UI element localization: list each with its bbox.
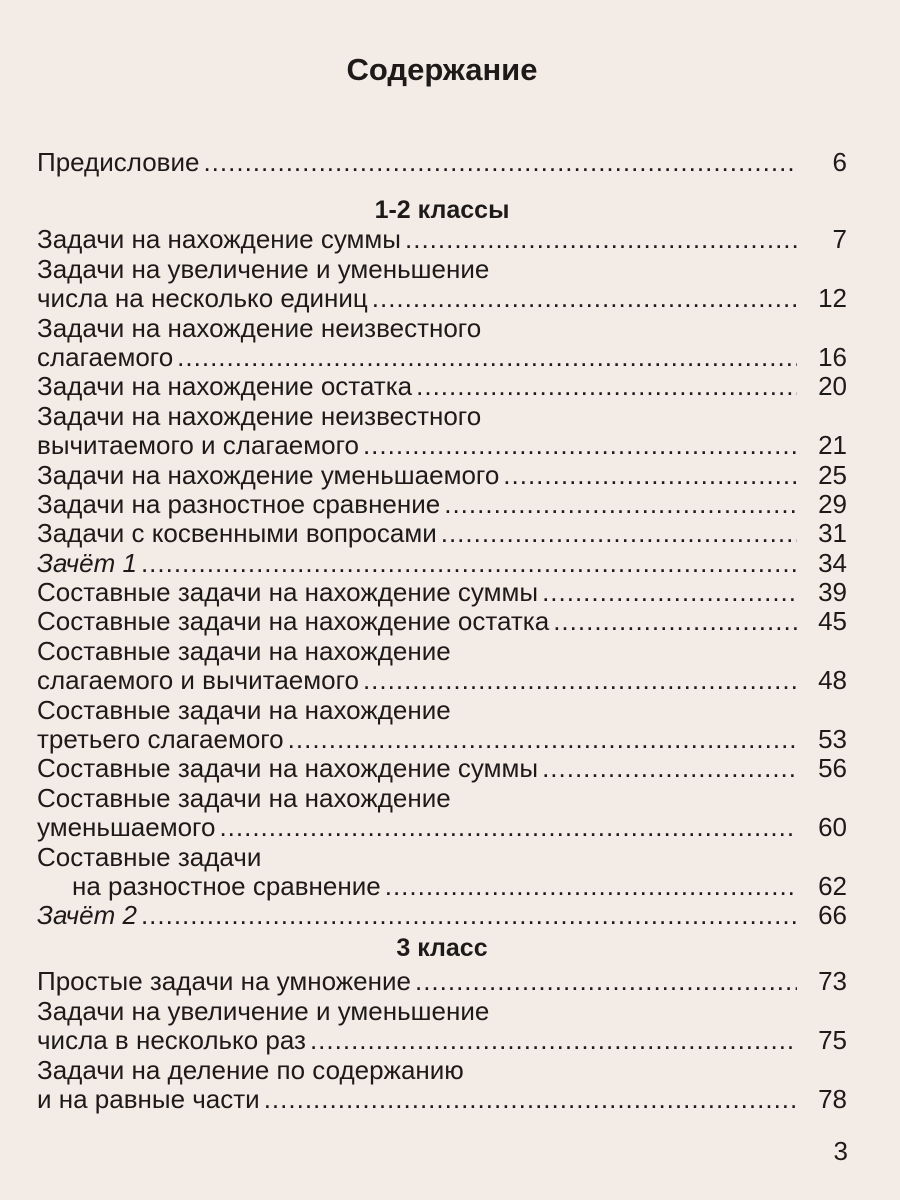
toc-page-number: 12 <box>818 283 847 314</box>
toc-entry-line <box>37 225 847 254</box>
toc-entry-line <box>37 461 847 490</box>
toc-entry-text: Предисловие <box>37 147 200 177</box>
toc-entry-line <box>37 372 847 401</box>
toc-entry-line <box>37 901 847 930</box>
toc-entry-text: Задачи на нахождение уменьшаемого <box>37 459 500 490</box>
dot-leader <box>372 284 797 313</box>
toc-section-3 <box>37 934 847 1114</box>
toc-entry-text: числа на несколько единиц <box>37 283 368 314</box>
toc-entry-line <box>37 696 847 725</box>
toc-entry <box>37 578 847 607</box>
toc-entry <box>37 225 847 254</box>
section-heading: 1-2 классы <box>374 196 510 224</box>
toc-page-number: 39 <box>818 577 847 608</box>
toc-page-number: 20 <box>818 371 847 402</box>
toc-page-number: 48 <box>818 665 847 696</box>
toc-entry-text: Зачёт 1 <box>37 547 137 578</box>
toc-page-number: 78 <box>818 1083 847 1114</box>
dot-leader <box>203 148 797 177</box>
toc-page-number: 34 <box>818 547 847 578</box>
dot-leader <box>416 372 797 401</box>
toc-entry-line <box>37 872 847 901</box>
toc-entry-text: Составные задачи на нахождение суммы <box>37 753 539 784</box>
toc-entry <box>37 1056 847 1115</box>
toc-entry-line <box>37 813 847 842</box>
toc-entry <box>37 784 847 843</box>
toc-entry-line <box>37 666 847 695</box>
toc-page-number: 25 <box>818 459 847 490</box>
toc-page-number: 29 <box>818 488 847 519</box>
toc-entry-line <box>37 637 847 666</box>
toc-entry <box>37 696 847 755</box>
dot-leader <box>141 549 797 578</box>
toc-entry-text: Задачи с косвенными вопросами <box>37 518 437 549</box>
toc-entry-text: Простые задачи на умножение <box>37 966 411 997</box>
dot-leader <box>177 343 797 372</box>
toc-entry-text: Задачи на нахождение неизвестного <box>37 312 482 343</box>
dot-leader <box>310 1026 797 1055</box>
toc-entry-line <box>37 997 847 1026</box>
dot-leader <box>288 725 797 754</box>
page-title: Содержание <box>346 52 538 87</box>
toc-entry-text: Составные задачи <box>37 841 262 872</box>
dot-leader <box>141 901 797 930</box>
toc-entry-text: Задачи на разностное сравнение <box>37 488 441 519</box>
toc-entry-text: Задачи на увеличение и уменьшение <box>37 995 490 1026</box>
dot-leader <box>553 607 797 636</box>
toc-entry-line <box>37 725 847 754</box>
toc-entry-line <box>37 490 847 519</box>
toc-section-1-2 <box>37 196 847 931</box>
toc-entry-text: Составные задачи на нахождение <box>37 694 451 725</box>
dot-leader <box>542 754 797 783</box>
toc-entry-line <box>37 967 847 996</box>
toc-entry-text: Задачи на увеличение и уменьшение <box>37 253 490 284</box>
toc-page-number: 66 <box>818 900 847 931</box>
toc-entry <box>37 255 847 314</box>
toc-entry-text: слагаемого и вычитаемого <box>37 665 359 696</box>
toc-entry-line <box>37 843 847 872</box>
toc-entry <box>37 490 847 519</box>
toc-entry <box>37 607 847 636</box>
dot-leader <box>219 813 797 842</box>
toc-entry-line <box>37 148 847 177</box>
toc-entry <box>37 314 847 373</box>
toc-entry-line <box>37 607 847 636</box>
toc-entry-line <box>37 431 847 460</box>
toc-entry-line <box>37 1026 847 1055</box>
toc-entry <box>37 148 847 177</box>
toc-page-number: 62 <box>818 870 847 901</box>
toc-entry-line <box>37 578 847 607</box>
toc-page-number: 60 <box>818 812 847 843</box>
toc-page-number: 75 <box>818 1025 847 1056</box>
toc-entry <box>37 754 847 783</box>
dot-leader <box>503 461 797 490</box>
dot-leader <box>385 872 797 901</box>
toc-entry-text: Составные задачи на нахождение остатка <box>37 606 550 637</box>
toc-entry <box>37 372 847 401</box>
toc-entry-line <box>37 255 847 284</box>
section-heading: 3 класс <box>396 934 488 962</box>
toc-entry <box>37 461 847 490</box>
toc-entry <box>37 901 847 930</box>
toc-page-number: 21 <box>818 430 847 461</box>
toc-entry-text: Задачи на нахождение остатка <box>37 371 413 402</box>
page-number: 3 <box>833 1136 848 1166</box>
toc-entry <box>37 637 847 696</box>
toc-page-number: 16 <box>818 341 847 372</box>
dot-leader <box>264 1085 797 1114</box>
dot-leader <box>444 490 797 519</box>
toc-entry-line <box>37 402 847 431</box>
toc-entry-line <box>37 343 847 372</box>
toc-entry-line <box>37 784 847 813</box>
toc-entry-line <box>37 549 847 578</box>
toc-page-number: 56 <box>818 753 847 784</box>
toc-page-number: 31 <box>818 518 847 549</box>
toc-entry-text: вычитаемого и слагаемого <box>37 430 359 461</box>
dot-leader <box>542 578 797 607</box>
toc-entry-line <box>37 754 847 783</box>
toc-entry <box>37 402 847 461</box>
toc-entry-text: уменьшаемого <box>37 812 216 843</box>
toc-entry <box>37 843 847 902</box>
toc-entry <box>37 967 847 996</box>
toc-entry-line <box>37 1085 847 1114</box>
dot-leader <box>363 666 797 695</box>
toc-entry-line <box>37 314 847 343</box>
toc-entry-line <box>37 519 847 548</box>
toc-entry-text: и на равные части <box>37 1083 260 1114</box>
toc-entry-text: Составные задачи на нахождение суммы <box>37 577 539 608</box>
toc-entry-text: Задачи на деление по содержанию <box>37 1054 464 1085</box>
dot-leader <box>441 519 797 548</box>
dot-leader <box>415 967 797 996</box>
toc-entry <box>37 549 847 578</box>
toc-entry-text: Зачёт 2 <box>37 900 137 931</box>
toc-entry-text: на разностное сравнение <box>72 870 381 901</box>
toc-entry-line <box>37 1056 847 1085</box>
dot-leader <box>363 431 797 460</box>
toc-entry-text: Задачи на нахождение неизвестного <box>37 400 482 431</box>
toc-entry-text: числа в несколько раз <box>37 1025 306 1056</box>
toc-entry <box>37 997 847 1056</box>
toc-entry-text: Составные задачи на нахождение <box>37 635 451 666</box>
toc-entry <box>37 519 847 548</box>
toc-page-number: 53 <box>818 724 847 755</box>
toc-page-number: 6 <box>832 147 847 177</box>
toc-page-number: 45 <box>818 606 847 637</box>
toc-preface <box>37 148 847 177</box>
toc-entry-text: третьего слагаемого <box>37 724 284 755</box>
toc-page-number: 73 <box>818 966 847 997</box>
toc-entry-text: слагаемого <box>37 341 174 372</box>
dot-leader <box>405 225 797 254</box>
toc-page-number: 7 <box>832 224 847 255</box>
toc-entry-line <box>37 284 847 313</box>
toc-entry-text: Задачи на нахождение суммы <box>37 224 401 255</box>
toc-entry-text: Составные задачи на нахождение <box>37 782 451 813</box>
